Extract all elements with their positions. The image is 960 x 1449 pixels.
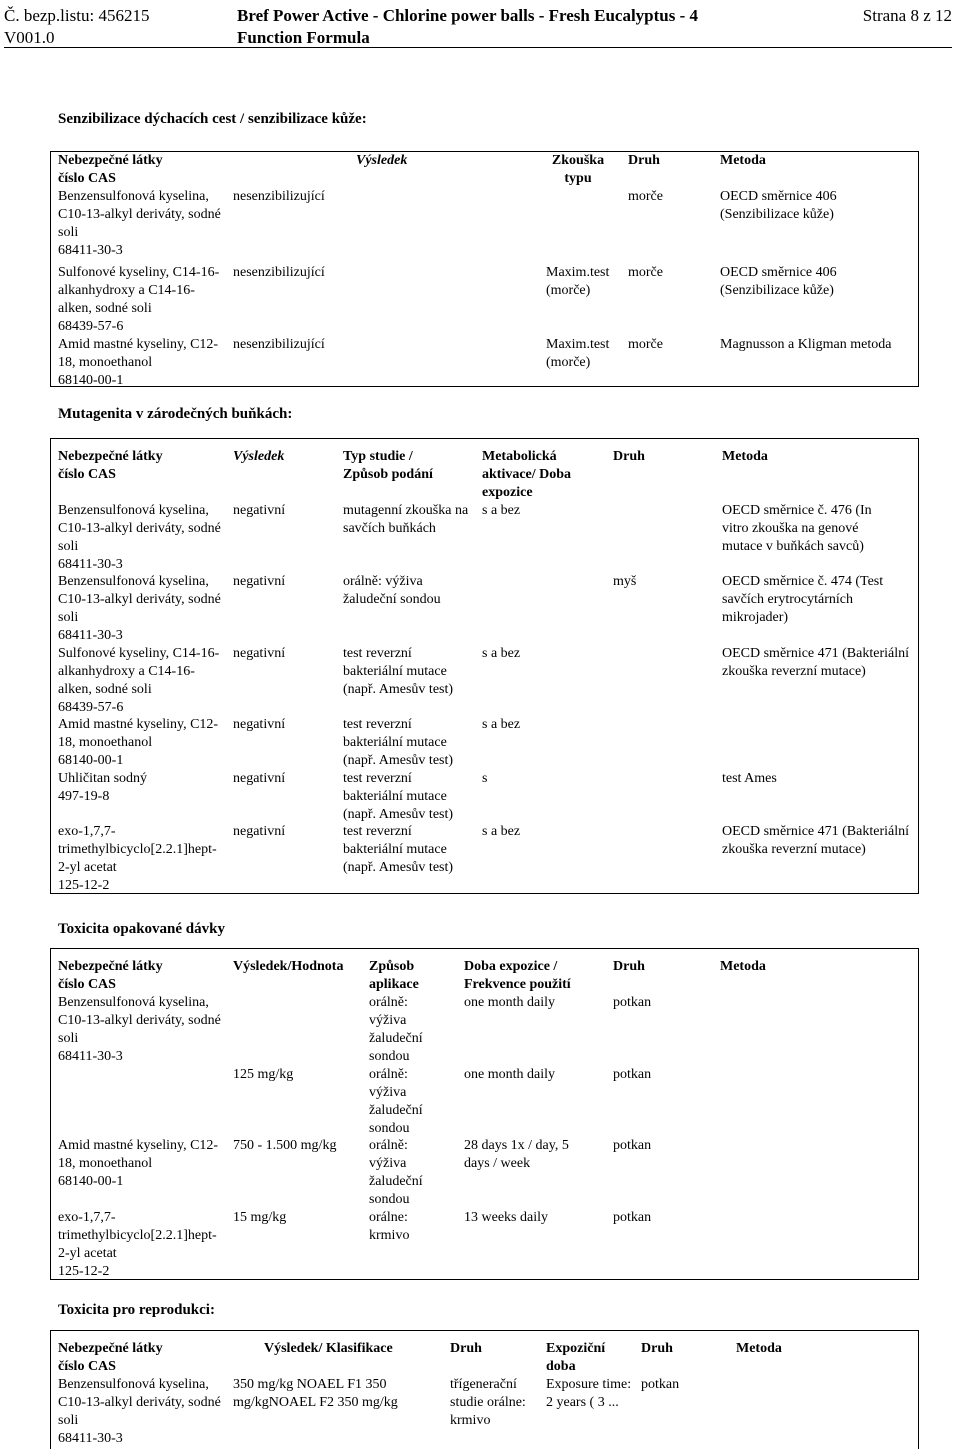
table-row-activation: s a bez bbox=[482, 646, 521, 661]
table-row-cas: 125-12-2 bbox=[58, 878, 110, 893]
table-row-activation: s a bez bbox=[482, 824, 521, 839]
table-row-exposure: 13 weeks daily bbox=[464, 1210, 548, 1225]
table-row-test-type: Maxim.test (morče) bbox=[546, 337, 610, 370]
col-route: Způsob aplikace bbox=[369, 959, 419, 992]
table-row-study: test reverzní bakteriální mutace (např. Amesův test) bbox=[343, 646, 454, 697]
table-row-cas: 68411-30-3 bbox=[58, 243, 123, 258]
table-row-method: Magnusson a Kligman metoda bbox=[720, 337, 892, 352]
table-row-cas: 68411-30-3 bbox=[58, 628, 123, 643]
page-number: Strana 8 z 12 bbox=[862, 6, 952, 25]
table-row-substance: Amid mastné kyseliny, C12-18, monoethanol bbox=[58, 1138, 219, 1171]
table-row-species: myš bbox=[613, 574, 637, 589]
table-row-cas: 68411-30-3 bbox=[58, 1431, 123, 1446]
table-row-cas: 68140-00-1 bbox=[58, 373, 124, 388]
col-result: Výsledek bbox=[356, 153, 408, 168]
col-species: Druh bbox=[641, 1341, 673, 1356]
table-row-activation: s bbox=[482, 771, 488, 786]
table-row-method: OECD směrnice č. 474 (Test savčích erytrocytárních mikrojader) bbox=[722, 574, 884, 625]
col-species: Druh bbox=[628, 153, 660, 168]
table-row-method: OECD směrnice 406 (Senzibilizace kůže) bbox=[720, 189, 837, 222]
table-row-route: orálne: krmivo bbox=[369, 1210, 410, 1243]
table-row-substance: exo-1,7,7-trimethylbicyclo[2.2.1]hept-2-yl acetat bbox=[58, 1210, 217, 1261]
table-row-cas: 68140-00-1 bbox=[58, 753, 124, 768]
table-row-cas: 125-12-2 bbox=[58, 1264, 110, 1279]
table-row-exposure: 28 days 1x / day, 5 days / week bbox=[464, 1138, 569, 1171]
table-row-route: orálně: výživa žaludeční sondou bbox=[369, 1067, 423, 1136]
table-row-result: negativní bbox=[233, 824, 286, 839]
col-exposure: Expoziční doba bbox=[546, 1341, 606, 1374]
table-row-cas: 68411-30-3 bbox=[58, 1049, 123, 1064]
col-exposure: Doba expozice / Frekvence použití bbox=[464, 959, 571, 992]
table-row-substance: Uhličitan sodný bbox=[58, 771, 148, 786]
mutagenicity-table bbox=[50, 438, 919, 894]
reproduction-table bbox=[50, 1330, 919, 1449]
table-row-method: test Ames bbox=[722, 771, 777, 786]
table-row-study: test reverzní bakteriální mutace (např. Amesův test) bbox=[343, 824, 454, 875]
table-row-cas: 68439-57-6 bbox=[58, 700, 124, 715]
col-method: Metoda bbox=[720, 959, 766, 974]
table-row-result: 350 mg/kg NOAEL F1 350 mg/kgNOAEL F2 350 mg/kg bbox=[233, 1377, 398, 1410]
table-row-result: 125 mg/kg bbox=[233, 1067, 294, 1082]
col-method: Metoda bbox=[722, 449, 768, 464]
section-heading-mutagenicity: Mutagenita v zárodečných buňkách: bbox=[58, 406, 293, 422]
table-row-type: třígenerační studie orálne: krmivo bbox=[450, 1377, 526, 1428]
table-row-cas: 68439-57-6 bbox=[58, 319, 124, 334]
col-species: Druh bbox=[613, 449, 645, 464]
table-row-cas: 68140-00-1 bbox=[58, 1174, 124, 1189]
col-substance: Nebezpečné látky bbox=[58, 959, 163, 974]
table-row-study: test reverzní bakteriální mutace (např. Amesův test) bbox=[343, 717, 454, 768]
table-row-method: OECD směrnice 406 (Senzibilizace kůže) bbox=[720, 265, 837, 298]
table-row-result: negativní bbox=[233, 771, 286, 786]
col-species: Druh bbox=[613, 959, 645, 974]
sheet-number: Č. bezp.listu: 456215 bbox=[4, 6, 150, 25]
table-row-species: morče bbox=[628, 265, 663, 280]
section-heading-reproduction: Toxicita pro reprodukci: bbox=[58, 1302, 215, 1318]
col-substance: Nebezpečné látky bbox=[58, 1341, 163, 1356]
col-result: Výsledek/ Klasifikace bbox=[264, 1341, 393, 1356]
col-result: Výsledek bbox=[233, 449, 285, 464]
table-row-activation: s a bez bbox=[482, 717, 521, 732]
col-study: Typ studie / Způsob podání bbox=[343, 449, 433, 482]
table-row-test-type: Maxim.test (morče) bbox=[546, 265, 610, 298]
table-row-result: nesenzibilizující bbox=[233, 337, 325, 352]
table-row-activation: s a bez bbox=[482, 503, 521, 518]
table-row-study: mutagenní zkouška na savčích buňkách bbox=[343, 503, 469, 536]
col-type: Druh bbox=[450, 1341, 482, 1356]
version: V001.0 bbox=[4, 28, 55, 47]
table-row-exposure: one month daily bbox=[464, 995, 555, 1010]
col-result: Výsledek/Hodnota bbox=[233, 959, 344, 974]
table-row-result: 750 - 1.500 mg/kg bbox=[233, 1138, 337, 1153]
table-row-result: nesenzibilizující bbox=[233, 265, 325, 280]
section-heading-sensitization: Senzibilizace dýchacích cest / senzibilizace kůže: bbox=[58, 111, 367, 127]
table-row-species: potkan bbox=[613, 995, 652, 1010]
table-row-species: potkan bbox=[613, 1067, 652, 1082]
table-row-substance: Amid mastné kyseliny, C12-18, monoethanol bbox=[58, 717, 219, 750]
table-row-method: OECD směrnice č. 476 (In vitro zkouška na genové mutace v buňkách savců) bbox=[722, 503, 872, 554]
table-row-substance: Benzensulfonová kyselina, C10-13-alkyl deriváty, sodné soli bbox=[58, 189, 221, 240]
product-title: Bref Power Active - Chlorine power balls - Fresh Eucalyptus - 4 bbox=[237, 6, 699, 25]
col-activation: Metabolická aktivace/ Doba expozice bbox=[482, 449, 572, 500]
table-row-species: potkan bbox=[613, 1138, 652, 1153]
table-row-substance: Benzensulfonová kyselina, C10-13-alkyl deriváty, sodné soli bbox=[58, 1377, 221, 1428]
table-row-result: 15 mg/kg bbox=[233, 1210, 287, 1225]
table-row-exposure: one month daily bbox=[464, 1067, 555, 1082]
col-substance: Nebezpečné látky bbox=[58, 153, 163, 168]
table-row-substance: Sulfonové kyseliny, C14-16-alkanhydroxy a C14-16-alken, sodné soli bbox=[58, 646, 220, 697]
table-row-method: OECD směrnice 471 (Bakteriální zkouška reverzní mutace) bbox=[722, 646, 910, 679]
col-method: Metoda bbox=[720, 153, 766, 168]
sensitization-table bbox=[50, 151, 919, 387]
table-row-species: potkan bbox=[641, 1377, 680, 1392]
col-substance: Nebezpečné látky bbox=[58, 449, 163, 464]
table-row-cas: 68411-30-3 bbox=[58, 557, 123, 572]
table-row-substance: Benzensulfonová kyselina, C10-13-alkyl deriváty, sodné soli bbox=[58, 574, 221, 625]
col-cas: číslo CAS bbox=[58, 171, 116, 186]
table-row-exposure: Exposure time: 2 years ( 3 ... bbox=[546, 1377, 632, 1410]
table-row-result: nesenzibilizující bbox=[233, 189, 325, 204]
table-row-substance: exo-1,7,7-trimethylbicyclo[2.2.1]hept-2-yl acetat bbox=[58, 824, 217, 875]
col-test-type: Zkouška typu bbox=[551, 153, 605, 186]
col-cas: číslo CAS bbox=[58, 467, 116, 482]
table-row-method: OECD směrnice 471 (Bakteriální zkouška reverzní mutace) bbox=[722, 824, 910, 857]
table-row-substance: Benzensulfonová kyselina, C10-13-alkyl deriváty, sodné soli bbox=[58, 503, 221, 554]
col-method: Metoda bbox=[736, 1341, 782, 1356]
table-row-study: test reverzní bakteriální mutace (např. Amesův test) bbox=[343, 771, 454, 822]
table-row-result: negativní bbox=[233, 717, 286, 732]
page-header bbox=[4, 6, 952, 48]
table-row-species: morče bbox=[628, 337, 663, 352]
table-row-result: negativní bbox=[233, 574, 286, 589]
table-row-substance: Amid mastné kyseliny, C12-18, monoethanol bbox=[58, 337, 219, 370]
product-subtitle: Function Formula bbox=[237, 28, 370, 47]
col-cas: číslo CAS bbox=[58, 977, 116, 992]
table-row-result: negativní bbox=[233, 503, 286, 518]
section-heading-repeated-dose: Toxicita opakované dávky bbox=[58, 921, 225, 937]
table-row-route: orálně: výživa žaludeční sondou bbox=[369, 995, 423, 1064]
table-row-cas: 497-19-8 bbox=[58, 789, 110, 804]
repeated-dose-table bbox=[50, 948, 919, 1280]
table-row-species: morče bbox=[628, 189, 663, 204]
col-cas: číslo CAS bbox=[58, 1359, 116, 1374]
table-row-species: potkan bbox=[613, 1210, 652, 1225]
table-row-substance: Benzensulfonová kyselina, C10-13-alkyl deriváty, sodné soli bbox=[58, 995, 221, 1046]
table-row-result: negativní bbox=[233, 646, 286, 661]
table-row-study: orálně: výživa žaludeční sondou bbox=[343, 574, 441, 607]
table-row-substance: Sulfonové kyseliny, C14-16-alkanhydroxy a C14-16-alken, sodné soli bbox=[58, 265, 220, 316]
table-row-route: orálně: výživa žaludeční sondou bbox=[369, 1138, 423, 1207]
